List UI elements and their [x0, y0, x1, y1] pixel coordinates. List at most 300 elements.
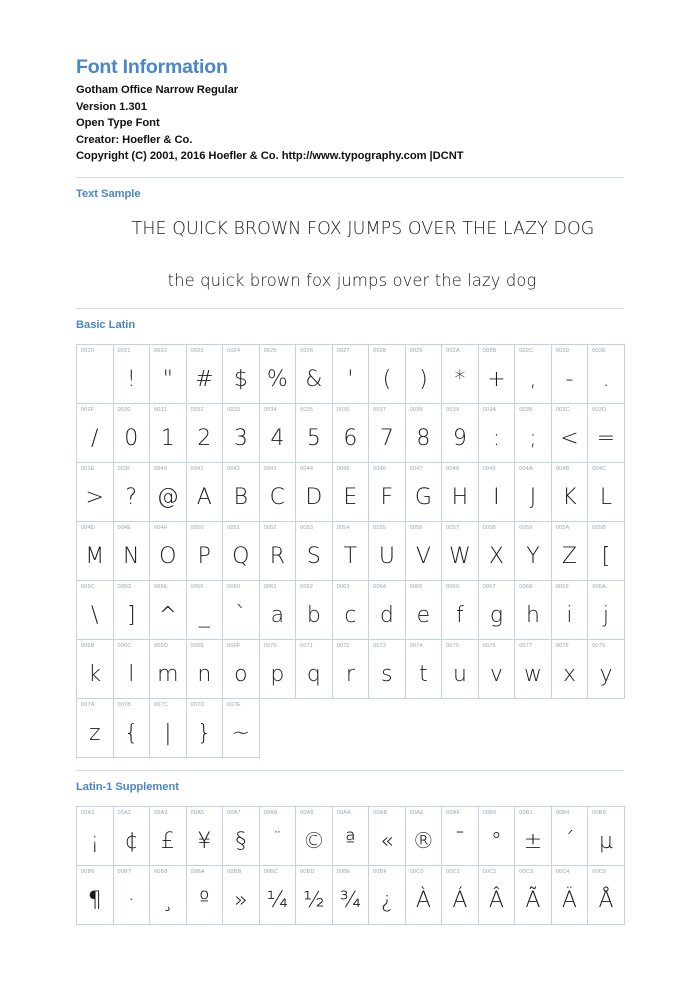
glyph-preview: 9	[452, 425, 467, 451]
glyph-cell-004B[interactable]	[551, 462, 588, 521]
glyph-preview: 1	[160, 425, 175, 451]
glyph-preview: "	[162, 366, 173, 392]
glyph-preview: <	[560, 425, 579, 451]
glyph-cell-00C2[interactable]	[478, 865, 515, 924]
glyph-cell-0072[interactable]	[332, 639, 369, 698]
glyph-preview: g	[489, 602, 504, 628]
glyph-cell-00AE[interactable]	[405, 806, 442, 865]
glyph-cell-00B4[interactable]	[551, 806, 588, 865]
codepoint-label: 0020	[81, 347, 95, 354]
glyph-cell-0054[interactable]	[332, 521, 369, 580]
glyph-cell-0075[interactable]	[442, 639, 479, 698]
codepoint-label: 0040	[154, 465, 168, 472]
codepoint-label: 004F	[154, 524, 168, 531]
glyph-cell-002F[interactable]	[77, 403, 114, 462]
text-sample-lowercase: the quick brown fox jumps over the lazy dog	[167, 270, 537, 290]
codepoint-label: 0060	[227, 583, 241, 590]
glyph-cell-002C[interactable]	[515, 344, 552, 403]
codepoint-label: 003F	[117, 465, 131, 472]
glyph-preview: 6	[343, 425, 358, 451]
glyph-preview: H	[451, 484, 469, 510]
glyph-cell-00AB[interactable]	[369, 806, 406, 865]
metadata-copyright: Copyright (C) 2001, 2016 Hoefler & Co. http://www.typography.com |DCNT	[76, 150, 464, 163]
codepoint-label: 0037	[373, 406, 387, 413]
glyph-cell-0020[interactable]	[77, 344, 114, 403]
glyph-cell-0041[interactable]	[186, 462, 223, 521]
glyph-cell-0023[interactable]	[186, 344, 223, 403]
glyph-cell-00BB[interactable]	[223, 865, 260, 924]
glyph-preview: )	[419, 366, 428, 392]
glyph-preview: 4	[270, 425, 285, 451]
codepoint-label: 003B	[519, 406, 533, 413]
glyph-row	[77, 403, 625, 462]
codepoint-label: 0051	[227, 524, 241, 531]
glyph-preview: /	[91, 425, 99, 451]
glyph-preview: ¿	[380, 887, 393, 913]
glyph-cell-0045[interactable]	[332, 462, 369, 521]
glyph-cell-0062[interactable]	[296, 580, 333, 639]
glyph-cell-00B6[interactable]	[77, 865, 114, 924]
glyph-cell-0069[interactable]	[551, 580, 588, 639]
glyph-cell-00A3[interactable]	[150, 806, 187, 865]
codepoint-label: 0056	[409, 524, 423, 531]
glyph-cell-0021[interactable]	[113, 344, 150, 403]
glyph-preview: K	[562, 484, 577, 510]
glyph-cell-003C[interactable]	[551, 403, 588, 462]
codepoint-label: 0076	[482, 642, 496, 649]
codepoint-label: 0075	[446, 642, 460, 649]
codepoint-label: 006D	[154, 642, 169, 649]
glyph-cell-003B[interactable]	[515, 403, 552, 462]
glyph-preview: `	[235, 602, 247, 628]
codepoint-label: 00B0	[482, 809, 497, 816]
codepoint-label: 0022	[154, 347, 168, 354]
codepoint-label: 0063	[336, 583, 350, 590]
glyph-cell-00B1[interactable]	[515, 806, 552, 865]
glyph-cell-0057[interactable]	[442, 521, 479, 580]
glyph-cell-0036[interactable]	[332, 403, 369, 462]
glyph-cell-placeholder	[332, 698, 369, 757]
glyph-cell-00C1[interactable]	[442, 865, 479, 924]
glyph-cell-0049[interactable]	[478, 462, 515, 521]
glyph-preview: «	[380, 828, 394, 854]
glyph-cell-0038[interactable]	[405, 403, 442, 462]
glyph-preview: 8	[416, 425, 431, 451]
codepoint-label: 004C	[592, 465, 607, 472]
glyph-cell-00BA[interactable]	[186, 865, 223, 924]
glyph-preview: Ä	[561, 887, 577, 913]
codepoint-label: 00B8	[154, 868, 168, 875]
glyph-preview: #	[195, 366, 214, 392]
codepoint-label: 005C	[81, 583, 95, 590]
glyph-cell-0046[interactable]	[369, 462, 406, 521]
glyph-cell-0039[interactable]	[442, 403, 479, 462]
glyph-cell-0043[interactable]	[259, 462, 296, 521]
glyph-cell-0033[interactable]	[223, 403, 260, 462]
codepoint-label: 00B7	[117, 868, 132, 875]
glyph-preview: [	[601, 543, 611, 569]
glyph-preview: &	[305, 366, 323, 392]
codepoint-label: 002D	[555, 347, 570, 354]
codepoint-label: 004E	[117, 524, 132, 531]
metadata-version: Version 1.301	[76, 100, 147, 113]
glyph-cell-006A[interactable]	[588, 580, 625, 639]
codepoint-label: 0046	[373, 465, 387, 472]
glyph-preview: ±	[523, 828, 543, 854]
glyph-cell-0077[interactable]	[515, 639, 552, 698]
glyph-cell-002D[interactable]	[551, 344, 588, 403]
glyph-cell-0076[interactable]	[478, 639, 515, 698]
glyph-cell-0078[interactable]	[551, 639, 588, 698]
glyph-row	[77, 865, 625, 924]
glyph-cell-00AA[interactable]	[332, 806, 369, 865]
codepoint-label: 002C	[519, 347, 534, 354]
glyph-cell-005C[interactable]	[77, 580, 114, 639]
glyph-preview: £	[160, 828, 175, 854]
glyph-cell-0029[interactable]	[405, 344, 442, 403]
codepoint-label: 00B1	[519, 809, 533, 816]
glyph-cell-007E[interactable]	[223, 698, 260, 757]
glyph-preview: ~	[231, 720, 251, 746]
glyph-cell-placeholder	[259, 698, 296, 757]
codepoint-label: 0043	[263, 465, 277, 472]
glyph-preview: c	[344, 602, 357, 628]
glyph-cell-00BD[interactable]	[296, 865, 333, 924]
codepoint-label: 0045	[336, 465, 350, 472]
glyph-preview: S	[306, 543, 321, 569]
glyph-cell-placeholder	[478, 698, 515, 757]
codepoint-label: 00BB	[227, 868, 242, 875]
codepoint-label: 0026	[300, 347, 314, 354]
codepoint-label: 0058	[482, 524, 496, 531]
glyph-row	[77, 462, 625, 521]
glyph-preview: G	[414, 484, 432, 510]
glyph-cell-00A7[interactable]	[223, 806, 260, 865]
glyph-preview: f	[456, 602, 464, 628]
glyph-preview: v	[489, 661, 503, 687]
font-metadata-block	[76, 82, 624, 165]
glyph-cell-0073[interactable]	[369, 639, 406, 698]
glyph-preview: ½	[303, 887, 325, 913]
glyph-preview: ¥	[197, 828, 212, 854]
glyph-cell-0052[interactable]	[259, 521, 296, 580]
codepoint-label: 005F	[190, 583, 204, 590]
glyph-cell-0051[interactable]	[223, 521, 260, 580]
glyph-preview: :	[492, 425, 501, 451]
glyph-preview: }	[197, 720, 212, 746]
glyph-cell-00BE[interactable]	[332, 865, 369, 924]
codepoint-label: 007E	[227, 701, 241, 708]
glyph-cell-0055[interactable]	[369, 521, 406, 580]
glyph-cell-005A[interactable]	[551, 521, 588, 580]
glyph-cell-006D[interactable]	[150, 639, 187, 698]
glyph-cell-00B5[interactable]	[588, 806, 625, 865]
codepoint-label: 0021	[117, 347, 131, 354]
codepoint-label: 006C	[117, 642, 132, 649]
glyph-preview: §	[235, 828, 247, 854]
glyph-cell-004C[interactable]	[588, 462, 625, 521]
glyph-preview: 3	[233, 425, 248, 451]
glyph-cell-003D[interactable]	[588, 403, 625, 462]
glyph-cell-00BC[interactable]	[259, 865, 296, 924]
codepoint-label: 0027	[336, 347, 350, 354]
glyph-cell-0070[interactable]	[259, 639, 296, 698]
glyph-preview: P	[197, 543, 211, 569]
glyph-cell-0058[interactable]	[478, 521, 515, 580]
codepoint-label: 00AA	[336, 809, 351, 816]
glyph-preview: Å	[598, 887, 614, 913]
codepoint-label: 0067	[482, 583, 496, 590]
glyph-cell-00A5[interactable]	[186, 806, 223, 865]
glyph-cell-0037[interactable]	[369, 403, 406, 462]
glyph-cell-00C5[interactable]	[588, 865, 625, 924]
glyph-cell-0063[interactable]	[332, 580, 369, 639]
glyph-preview: s	[381, 661, 393, 687]
glyph-preview: µ	[598, 828, 613, 854]
glyph-preview: R	[269, 543, 285, 569]
glyph-preview: p	[270, 661, 285, 687]
codepoint-label: 002F	[81, 406, 95, 413]
glyph-cell-00AF[interactable]	[442, 806, 479, 865]
glyph-cell-00C4[interactable]	[551, 865, 588, 924]
glyph-preview: »	[234, 887, 248, 913]
codepoint-label: 0072	[336, 642, 350, 649]
glyph-cell-0059[interactable]	[515, 521, 552, 580]
codepoint-label: 00B4	[555, 809, 570, 816]
glyph-cell-0079[interactable]	[588, 639, 625, 698]
glyph-preview: ,	[529, 366, 537, 392]
glyph-preview: ¡	[90, 828, 100, 854]
glyph-preview	[77, 358, 113, 402]
codepoint-label: 0054	[336, 524, 350, 531]
glyph-preview: V	[415, 543, 431, 569]
glyph-cell-003A[interactable]	[478, 403, 515, 462]
glyph-preview: ·	[127, 887, 135, 913]
glyph-cell-004A[interactable]	[515, 462, 552, 521]
glyph-cell-006B[interactable]	[77, 639, 114, 698]
glyph-cell-005B[interactable]	[588, 521, 625, 580]
codepoint-label: 0077	[519, 642, 533, 649]
glyph-cell-0067[interactable]	[478, 580, 515, 639]
glyph-cell-placeholder	[442, 698, 479, 757]
section-heading-latin1-supplement: Latin-1 Supplement	[76, 780, 179, 793]
codepoint-label: 0050	[190, 524, 204, 531]
codepoint-label: 005E	[154, 583, 168, 590]
glyph-cell-00B0[interactable]	[478, 806, 515, 865]
glyph-cell-0028[interactable]	[369, 344, 406, 403]
glyph-preview: ]	[126, 602, 136, 628]
glyph-cell-0026[interactable]	[296, 344, 333, 403]
glyph-cell-0071[interactable]	[296, 639, 333, 698]
glyph-preview: I	[493, 484, 500, 510]
glyph-cell-002E[interactable]	[588, 344, 625, 403]
glyph-cell-0044[interactable]	[296, 462, 333, 521]
glyph-preview: h	[525, 602, 540, 628]
glyph-row	[77, 698, 625, 757]
codepoint-label: 007C	[154, 701, 169, 708]
glyph-cell-0047[interactable]	[405, 462, 442, 521]
codepoint-label: 0052	[263, 524, 277, 531]
glyph-cell-00A2[interactable]	[113, 806, 150, 865]
glyph-cell-007D[interactable]	[186, 698, 223, 757]
glyph-cell-0066[interactable]	[442, 580, 479, 639]
section-divider-latin1-supplement	[76, 770, 624, 771]
glyph-cell-0060[interactable]	[223, 580, 260, 639]
glyph-row	[77, 344, 625, 403]
codepoint-label: 00C0	[409, 868, 424, 875]
glyph-preview: y	[599, 661, 613, 687]
metadata-font-name: Gotham Office Narrow Regular	[76, 84, 239, 97]
codepoint-label: 0033	[227, 406, 241, 413]
glyph-preview: !	[126, 366, 136, 392]
codepoint-label: 0030	[117, 406, 131, 413]
glyph-cell-0068[interactable]	[515, 580, 552, 639]
codepoint-label: 0041	[190, 465, 204, 472]
glyph-cell-004D[interactable]	[77, 521, 114, 580]
glyph-cell-0025[interactable]	[259, 344, 296, 403]
codepoint-label: 0048	[446, 465, 460, 472]
codepoint-label: 00BE	[336, 868, 351, 875]
glyph-cell-003F[interactable]	[113, 462, 150, 521]
glyph-cell-006E[interactable]	[186, 639, 223, 698]
glyph-cell-0035[interactable]	[296, 403, 333, 462]
glyph-preview: ©	[302, 828, 325, 854]
text-sample-block	[76, 214, 624, 296]
codepoint-label: 003C	[555, 406, 570, 413]
glyph-cell-00B7[interactable]	[113, 865, 150, 924]
glyph-cell-0056[interactable]	[405, 521, 442, 580]
glyph-cell-007B[interactable]	[113, 698, 150, 757]
glyph-cell-00B8[interactable]	[150, 865, 187, 924]
codepoint-label: 00BD	[300, 868, 315, 875]
glyph-preview: X	[488, 543, 504, 569]
codepoint-label: 0070	[263, 642, 277, 649]
codepoint-label: 00C2	[482, 868, 497, 875]
glyph-cell-0061[interactable]	[259, 580, 296, 639]
glyph-cell-0053[interactable]	[296, 521, 333, 580]
glyph-preview: Â	[488, 887, 504, 913]
codepoint-label: 0053	[300, 524, 314, 531]
glyph-preview: w	[523, 661, 542, 687]
codepoint-label: 007A	[81, 701, 95, 708]
glyph-cell-0030[interactable]	[113, 403, 150, 462]
codepoint-label: 0047	[409, 465, 423, 472]
glyph-preview: 2	[197, 425, 212, 451]
glyph-preview: d	[379, 602, 394, 628]
glyph-preview: '	[347, 366, 354, 392]
glyph-preview: e	[416, 602, 431, 628]
glyph-cell-0040[interactable]	[150, 462, 187, 521]
glyph-cell-0065[interactable]	[405, 580, 442, 639]
codepoint-label: 006B	[81, 642, 95, 649]
codepoint-label: 005B	[592, 524, 606, 531]
glyph-cell-00BF[interactable]	[369, 865, 406, 924]
glyph-cell-0050[interactable]	[186, 521, 223, 580]
glyph-cell-002B[interactable]	[478, 344, 515, 403]
glyph-cell-0074[interactable]	[405, 639, 442, 698]
glyph-preview: i	[566, 602, 573, 628]
glyph-cell-002A[interactable]	[442, 344, 479, 403]
glyph-cell-003E[interactable]	[77, 462, 114, 521]
glyph-cell-00C3[interactable]	[515, 865, 552, 924]
codepoint-label: 0035	[300, 406, 314, 413]
glyph-preview: >	[85, 484, 104, 510]
glyph-cell-005F[interactable]	[186, 580, 223, 639]
glyph-preview: k	[88, 661, 102, 687]
codepoint-label: 0065	[409, 583, 423, 590]
codepoint-label: 007D	[190, 701, 205, 708]
glyph-cell-006C[interactable]	[113, 639, 150, 698]
section-divider-basic-latin	[76, 308, 624, 309]
glyph-preview: A	[196, 484, 212, 510]
glyph-cell-006F[interactable]	[223, 639, 260, 698]
glyph-preview: ¼	[266, 887, 288, 913]
glyph-preview: ¢	[124, 828, 139, 854]
glyph-preview: ´	[564, 828, 575, 854]
glyph-cell-004E[interactable]	[113, 521, 150, 580]
glyph-cell-005E[interactable]	[150, 580, 187, 639]
glyph-preview: t	[419, 661, 428, 687]
glyph-preview: *	[454, 366, 466, 392]
glyph-preview: 5	[306, 425, 321, 451]
glyph-cell-00A1[interactable]	[77, 806, 114, 865]
glyph-cell-007A[interactable]	[77, 698, 114, 757]
glyph-preview: N	[123, 543, 140, 569]
glyph-row	[77, 806, 625, 865]
glyph-cell-0027[interactable]	[332, 344, 369, 403]
glyph-preview: W	[449, 543, 471, 569]
text-sample-uppercase: THE QUICK BROWN FOX JUMPS OVER THE LAZY DOG	[131, 218, 595, 239]
codepoint-label: 0042	[227, 465, 241, 472]
codepoint-label: 005D	[117, 583, 132, 590]
glyph-preview: z	[88, 720, 101, 746]
glyph-cell-0024[interactable]	[223, 344, 260, 403]
glyph-cell-00A9[interactable]	[296, 806, 333, 865]
codepoint-label: 005A	[555, 524, 570, 531]
codepoint-label: 006A	[592, 583, 606, 590]
glyph-cell-0032[interactable]	[186, 403, 223, 462]
glyph-cell-0064[interactable]	[369, 580, 406, 639]
glyph-cell-00A8[interactable]	[259, 806, 296, 865]
glyph-table-latin1-supplement	[76, 806, 625, 925]
glyph-preview: a	[270, 602, 285, 628]
glyph-cell-00C0[interactable]	[405, 865, 442, 924]
glyph-preview: D	[305, 484, 323, 510]
codepoint-label: 004A	[519, 465, 533, 472]
glyph-preview: C	[269, 484, 286, 510]
glyph-cell-0034[interactable]	[259, 403, 296, 462]
glyph-cell-004F[interactable]	[150, 521, 187, 580]
glyph-cell-005D[interactable]	[113, 580, 150, 639]
glyph-cell-0042[interactable]	[223, 462, 260, 521]
glyph-row	[77, 521, 625, 580]
glyph-cell-007C[interactable]	[150, 698, 187, 757]
codepoint-label: 0038	[409, 406, 423, 413]
glyph-preview: 7	[379, 425, 394, 451]
codepoint-label: 0064	[373, 583, 387, 590]
glyph-cell-0048[interactable]	[442, 462, 479, 521]
glyph-preview: T	[343, 543, 358, 569]
glyph-cell-placeholder	[588, 698, 625, 757]
glyph-cell-0022[interactable]	[150, 344, 187, 403]
codepoint-label: 00AE	[409, 809, 424, 816]
codepoint-label: 0068	[519, 583, 533, 590]
glyph-row	[77, 580, 625, 639]
section-divider-text-sample	[76, 177, 624, 178]
glyph-preview: ¾	[339, 887, 362, 913]
glyph-cell-0031[interactable]	[150, 403, 187, 462]
codepoint-label: 0062	[300, 583, 314, 590]
